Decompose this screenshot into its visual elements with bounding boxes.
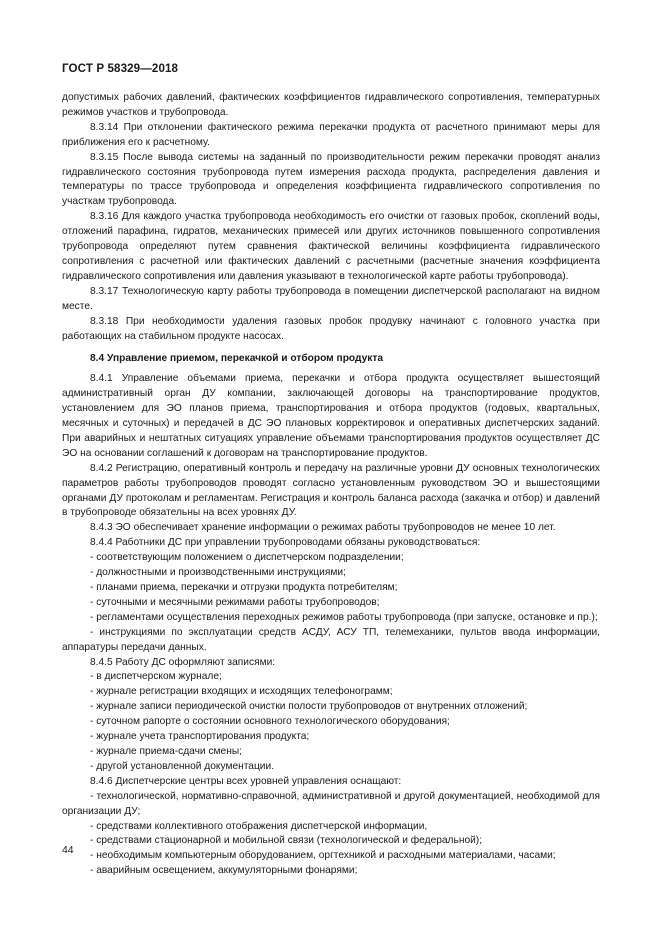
list-records [62, 670, 600, 774]
list-item: - должностными и производственными инструкциями; [90, 567, 346, 579]
list-item: - средствами коллективного отображения диспетчерской информации, [90, 820, 428, 832]
list-item: - суточном рапорте о состоянии основного технологического оборудования; [90, 716, 450, 728]
list-item: - инструкциями по эксплуатации средств АСДУ, АСУ ТП, телемеханики, пультов ввода информации, аппаратуры передачи данных. [62, 626, 600, 653]
list-item: - суточными и месячными режимами работы трубопроводов; [90, 596, 380, 608]
paragraph-8-3-17: 8.3.17 Технологическую карту работы трубопровода в помещении диспетчерской располагают на видном месте. [62, 285, 600, 312]
document-body [62, 91, 600, 879]
page-number: 44 [62, 845, 74, 856]
document-header: ГОСТ Р 58329—2018 [62, 62, 179, 75]
paragraph-8-4-4: 8.4.4 Работники ДС при управлении трубопроводами обязаны руководствоваться: [90, 537, 481, 549]
list-item: - журнале учета транспортирования продукта; [90, 731, 310, 743]
paragraph-8-4-3: 8.4.3 ЭО обеспечивает хранение информации о режимах работы трубопроводов не менее 10 лет. [90, 522, 556, 534]
list-item: - соответствующим положением о диспетчерском подразделении; [90, 552, 404, 564]
list-item: - другой установленной документации. [90, 760, 275, 772]
paragraph-8-4-2: 8.4.2 Регистрацию, оперативный контроль и передачу на различные уровни ДУ основных технологических параметров работы трубопроводов проводят согласно установленным руководством ЭО и вышестоящими органами ДУ протоколам и регламентам. Регистрация и контроль баланса расхода (закачка и отбор) и давлений в трубопроводе обязательны на всех уровнях ДУ. [62, 462, 600, 519]
list-item: - журнале записи периодической очистки полости трубопроводов от внутренних отложений; [90, 701, 528, 713]
list-item: - средствами стационарной и мобильной связи (технологической и федеральной); [90, 835, 483, 847]
list-item: - в диспетчерском журнале; [90, 671, 222, 683]
paragraph-8-3-18: 8.3.18 При необходимости удаления газовых пробок продувку начинают с головного участка при работающих на стабильном продукте насосах. [62, 315, 600, 342]
paragraph-8-3-16: 8.3.16 Для каждого участка трубопровода необходимость его очистки от газовых пробок, скоплений воды, отложений парафина, гидратов, механических примесей или других источников повышенного сопротивления трубопровода определяют путем сравнения фактической величины коэффициента гидравлического сопротивления с расчетной или фактических давлений с расчетными (расчетные значения коэффициента гидравлического сопротивления или давления указывают в технологической карте работы трубопровода). [62, 211, 600, 282]
paragraph-8-4-5: 8.4.5 Работу ДС оформляют записями: [90, 656, 276, 668]
list-equipment [62, 790, 600, 879]
list-item: - необходимым компьютерным оборудованием, оргтехникой и расходными материалами, часами; [90, 850, 556, 862]
list-item: - журнале приема-сдачи смены; [90, 745, 242, 757]
list-item: - аварийным освещением, аккумуляторными фонарями; [90, 865, 358, 877]
section-heading-8-4: 8.4 Управление приемом, перекачкой и отбором продукта [90, 353, 384, 365]
paragraph-8-4-6: 8.4.6 Диспетчерские центры всех уровней управления оснащают: [90, 775, 402, 787]
list-guidance [62, 551, 600, 655]
paragraph-8-3-14: 8.3.14 При отклонении фактического режима перекачки продукта от расчетного принимают меры для приближения его к расчетному. [62, 121, 600, 148]
list-item: - регламентами осуществления переходных режимов работы трубопровода (при запуске, остановке и пр.); [90, 611, 598, 623]
paragraph-8-3-15: 8.3.15 После вывода системы на заданный по производительности режим перекачки проводят анализ гидравлического состояния трубопровода путем измерения расхода продукта, распределения давления и температуры по трассе трубопровода и определения коэффициента гидравлического сопротивления по участкам трубопровода. [62, 151, 600, 208]
paragraph-8-4-1: 8.4.1 Управление объемами приема, перекачки и отбора продукта осуществляет вышестоящий административный орган ДУ компании, заключающей договоры на транспортирование продуктов, установлением для ЭО планов приема, транспортирования и отбора продуктов (годовых, квартальных, месячных и суточных) и передачей в ДС ЭО плановых корректировок и оперативных диспетчерских заданий. При аварийных и нештатных ситуациях управление объемами транспортирования продуктов осуществляет ДС ЭО на основании соглашений к договорам на транспортирование продуктов. [62, 373, 600, 459]
paragraph: допустимых рабочих давлений, фактических коэффициентов гидравлического сопротивления, температурных режимов участков и трубопровода. [62, 92, 600, 118]
list-item: - технологической, нормативно-справочной, административной и другой документацией, необходимой для организации ДУ; [62, 790, 600, 817]
list-item: - планами приема, перекачки и отгрузки продукта потребителям; [90, 582, 398, 593]
list-item: - журнале регистрации входящих и исходящих телефонограмм; [90, 686, 393, 698]
